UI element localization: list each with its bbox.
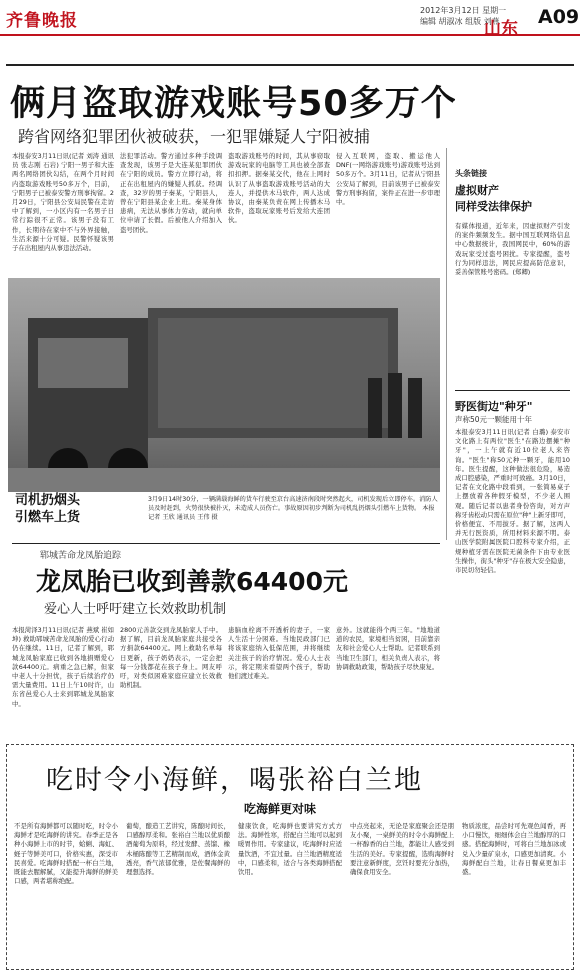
news-photo-truck-fire (8, 278, 440, 492)
story2-tag: 郓城苦命龙凤胎追踪 (40, 551, 122, 561)
advertorial-col2: 葡萄，酿造工艺讲究，陈酿时间长，口感醇厚柔和。张裕白兰地以优质酿酒葡萄为原料，经过发酵、蒸馏、橡木桶陈酿等工艺精制而成，酒体金黄透亮，香气浓郁优雅，是佐餐海鲜的理想选择。 (126, 822, 230, 877)
sidebar-divider (446, 148, 447, 540)
story2-col2: 2800元善款交到龙凤胎家人手中。据了解，目前龙凤胎家庭共接受各方捐款64400元。网上救助名单每日更新，孩子奶奶表示，一定会把每一分钱都花在孩子身上。网友呼吁，对类似困难家庭应建立长效救助机制。 (120, 626, 222, 690)
sidebar1-body: 有媒体报道，近年来，因虚拟财产引发的案件频频发生。据中国互联网络信息中心数据统计，我国网民中，60%的游戏玩家受过盗号困扰。专家提醒，盗号行为同样违法，网民应提高防范意识，妥善保管账号密码。(郑卿) (455, 222, 570, 277)
story2-col1: 本报菏泽3月11日讯(记者 燕斌 崔如坤) 救助郓城苦命龙凤胎的爱心行动仍在继续。11日，记者了解到，郓城龙凤胎家庭已收到各地捐赠爱心款64400元。病重之急已解，但家中老人十分担忧，孩子后续治疗仍需大量费用。11日上午10时许，山东省邑爱心人士来到郓城龙凤胎家中。 (12, 626, 114, 708)
top-rule (6, 64, 574, 66)
page-number: A09 (538, 6, 580, 28)
advertorial-subtitle: 吃海鲜更对味 (244, 802, 317, 816)
photo-caption: 3月9日14时30分，一辆满载海鲜的货车行驶至京台高速济南段时突然起火，司机发现后立即停车。消防人员及时赶到，火势很快被扑灭，未造成人员伤亡。事故原因初步判断为司机乱扔烟头引燃车上货物。 本报记者 王欣 通讯员 王伟 摄 (148, 496, 438, 521)
story1-subhead: 跨省网络犯罪团伙被破获，一犯罪嫌疑人宁阳被捕 (18, 127, 371, 146)
story1-col1: 本报泰安3月11日讯(记者 刘涛 通讯员 张志刚 石岩) 宁阳一男子和大连两名网络团伙勾结，在两个月时间内盗取游戏账号50多万个，目前，宁阳男子已被泰安警方刑事拘留。2月29日，宁阳县公安局民警在走访中了解到，一小区内有一名男子日常行踪很不正常。该男子没有工作，长期待在家中不与外界接触，生活来源十分可疑。民警怀疑该男子在出租屋内从事违法活动。 (12, 152, 114, 253)
story1-col4: 侵入互联网，盗取、搬运他人DNF(一网络游戏账号)游戏账号达到50多万个。3月11日，记者从宁阳县公安局了解到，目前该男子已被泰安警方刑事拘留，案件正在进一步审理中。 (336, 152, 440, 207)
advertorial-col3: 健康饮食，吃海鲜也要讲究方式方法。海鲜性寒，搭配白兰地可以起到暖胃作用。专家建议，吃海鲜时应适量饮酒，不宜过量。白兰地酒精度适中，口感柔和，适合与各类海鲜搭配饮用。 (238, 822, 342, 877)
photo-left-caption-line1: 司机扔烟头 (15, 493, 81, 508)
photo-left-caption-line2: 引燃车上货 (15, 510, 81, 525)
story1-col2: 法犯罪活动。警方通过多种手段调查发现，该男子是大连某犯罪团伙在宁阳的成员。警方立即行动，将正在出租屋内的嫌疑人抓获。经调查，32岁的男子秦某，宁阳县人，曾在宁阳县某企业上班。秦某身体患病，无法从事体力劳动，就向单位申请了长假。后被他人介绍加入盗号团伙。 (120, 152, 222, 234)
section-region: 山东 (484, 19, 518, 39)
sidebar-rule (455, 390, 570, 391)
photo-left-caption (15, 492, 80, 526)
story1-headline: 俩月盗取游戏账号50多万个 (10, 84, 457, 124)
story1-col3: 盗取游戏账号的时间，其从事窃取游戏玩家的电脑等工具也被全部查扣扣押。据秦某交代，他在上网时认识了从事盗取游戏账号活动的大连人，并提供木马软件，两人达成协议，由秦某负责在网上传播木马软件，盗取玩家账号后发给大连团伙。 (228, 152, 330, 225)
sidebar2-subtitle: 声称50元一颗能用十年 (455, 415, 533, 424)
sidebar2-body: 本报泰安3月11日讯(记者 白璐) 泰安市文化路上有两位"医生"在路边摆摊"种牙"，一上午就有近10位老人来咨询。"医生"称50元种一颗牙，能用10年。医生提醒，这种做法很危险，易造成口腔感染，严重时可致癌。3月10日，记者在文化路中段看到，一张简易桌子上摆放着各种假牙模型，不少老人围观。随后记者以患者身份咨询，对方声称牙齿松动只需在原位"种"上新牙即可，价格便宜、不用拔牙。据了解，这两人并无行医资质，所用材料来源不明。泰山医学院附属医院口腔科专家介绍，正规种植牙需在医院无菌条件下由专业医生操作，街头"种牙"存在极大安全隐患，市民切勿轻信。 (455, 428, 570, 575)
advertorial-title: 吃时令小海鲜，喝张裕白兰地 (46, 765, 423, 796)
story2-col3: 患脑血栓离不开透析的妻子，一家人生活十分困难。当地民政部门已将该家庭纳入低保范围，并将继续关注孩子的治疗情况。爱心人士表示，将定期来看望两个孩子，帮助他们渡过难关。 (228, 626, 330, 681)
issue-date: 2012年3月12日 星期一 (420, 6, 507, 15)
newspaper-logo: 齐鲁晚报 (6, 11, 78, 31)
story2-headline: 龙凤胎已收到善款64400元 (36, 567, 348, 596)
story2-subhead: 爱心人士呼吁建立长效救助机制 (44, 602, 227, 617)
story2-col4: 意外。这就能得个两三年。"地地道道的农民，家境相当贫困，目前靠亲友和社会爱心人士帮助。记者联系到当地卫生部门，相关负责人表示，将协调救助政策，帮助孩子尽快康复。 (336, 626, 440, 671)
sidebar1-title-line2: 同样受法律保护 (455, 200, 532, 213)
story2-rule (12, 543, 440, 544)
sidebar2-title: 野医街边"种牙" (455, 400, 533, 413)
advertorial-col1: 不是所有海鲜都可以随时吃，时令小海鲜才是吃海鲜的讲究。春季正是各种小海鲜上市的时节，蛤蜊、海虹、蛏子等鲜美可口，价格实惠，深受市民喜爱。吃海鲜时搭配一杯白兰地，既能去腥解腻，又能提升海鲜的鲜美口感，两者堪称绝配。 (14, 822, 118, 886)
advertorial-col5: 物质浓度，品尝时可先观色闻香，再小口慢饮，细细体会白兰地醇厚的口感。搭配海鲜时，可将白兰地加冰或兑入少量矿泉水，口感更加清爽。小海鲜配白兰地，让春日餐桌更加丰盛。 (462, 822, 566, 877)
sidebar1-title-line1: 虚拟财产 (455, 184, 499, 197)
editor-credit: 编辑 胡淑冰 组版 刘燕 (420, 17, 500, 26)
sidebar1-tag: 头条链接 (455, 169, 487, 178)
advertorial-col4: 中点亮起来，无论是家庭聚会还是朋友小聚，一桌鲜美的时令小海鲜配上一杯醇香的白兰地，都能让人感受到生活的美好。专家提醒，选购海鲜时要注意新鲜度，烹饪时要充分加热，确保食用安全。 (350, 822, 454, 877)
